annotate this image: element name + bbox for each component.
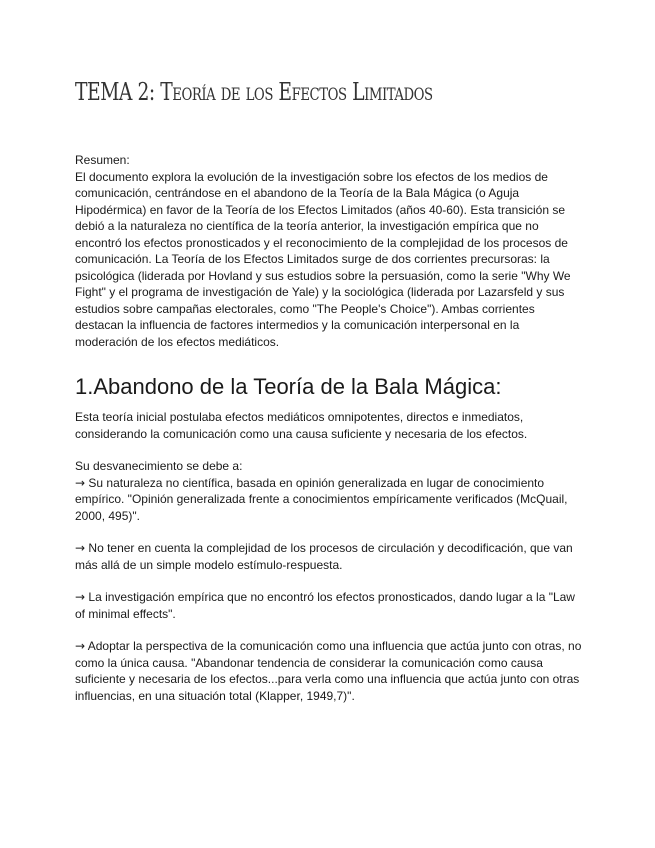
arrow-icon: → [75, 639, 86, 653]
reason-item-3 [75, 589, 583, 622]
arrow-icon: → [75, 590, 86, 604]
arrow-icon: → [75, 475, 86, 490]
reason-text: Adoptar la perspectiva de la comunicación como una influencia que actúa junto con otras, no como la única causa. "Abandonar tendencia de considerar la comunicación como causa suficiente y necesaria de los efectos...para verla como una influencia que actúa junto con otras influencias, en una situación total (Klapper, 1949,7)". [75, 639, 582, 703]
section-intro: Esta teoría inicial postulaba efectos mediáticos omnipotentes, directos e inmediatos, considerando la comunicación como una causa suficiente y necesaria de los efectos. [75, 410, 528, 441]
reason-text: Su naturaleza no científica, basada en opinión generalizada en lugar de conocimiento empírico. "Opinión generalizada frente a conocimientos empíricamente verificados (McQuail, 2000, 495)". [75, 475, 568, 523]
reason-item-4 [75, 638, 583, 704]
document-title: TEMA 2: Teoría de los Efectos Limitados [75, 78, 433, 106]
arrow-icon: → [75, 541, 86, 555]
reason-item-2 [75, 540, 583, 573]
reasons-label: Su desvanecimiento se debe a: [75, 459, 243, 473]
reason-text: No tener en cuenta la complejidad de los procesos de circulación y decodificación, que van más allá de un simple modelo estímulo-respuesta. [75, 541, 573, 572]
summary-block [75, 152, 583, 350]
reason-text: La investigación empírica que no encontró los efectos pronosticados, dando lugar a la "Law of minimal effects". [75, 590, 575, 621]
section-heading: 1.Abandono de la Teoría de la Bala Mágica: [75, 374, 502, 399]
summary-text: El documento explora la evolución de la investigación sobre los efectos de los medios de comunicación, centrándose en el abandono de la Teoría de la Bala Mágica (o Aguja Hipodérmica) en favor de la Teoría de los Efectos Limitados (años 40-60). Esta transición se debió a la naturaleza no científica de la teoría anterior, la investigación empírica que no encontró los efectos pronosticados y el reconocimiento de la complejidad de los procesos de comunicación. La Teoría de los Efectos Limitados surge de dos corrientes precursoras: la psicológica (liderada por Hovland y sus estudios sobre la persuasión, como la serie "Why We Fight" y el programa de investigación de Yale) y la sociológica (liderada por Lazarsfeld y sus estudios sobre campañas electorales, como "The People's Choice"). Ambas corrientes destacan la influencia de factores intermedios y la comunicación interpersonal en la moderación de los efectos mediáticos. [75, 169, 571, 349]
section-body [75, 409, 583, 704]
summary-label: Resumen: [75, 153, 130, 167]
reason-item-1 [75, 475, 583, 525]
